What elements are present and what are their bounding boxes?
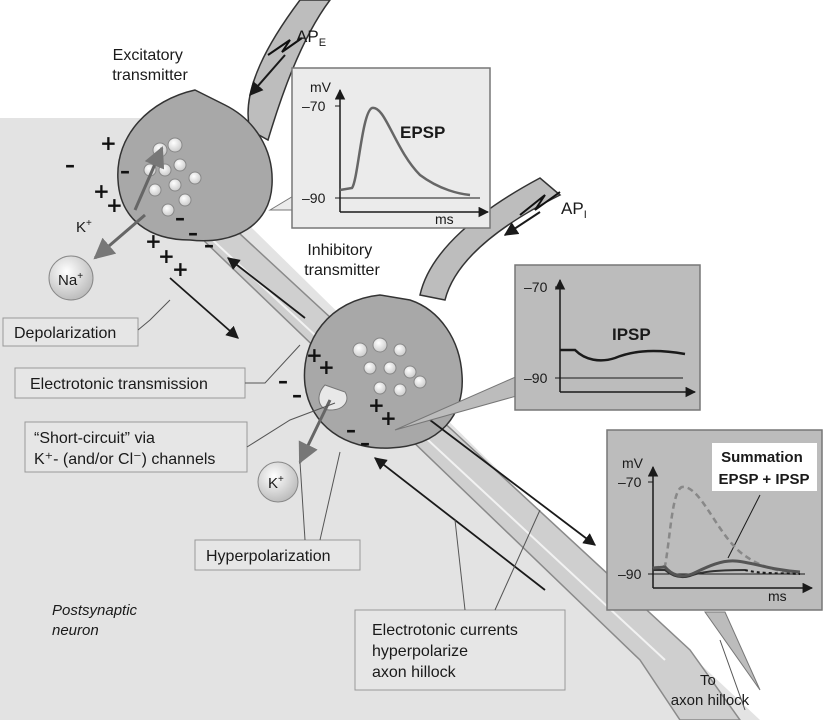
summation-y-unit: mV xyxy=(622,455,643,471)
inhibitory-transmitter-label: Inhibitory transmitter xyxy=(304,242,380,279)
svg-text:Electrotonic currents hy: Electrotonic currents hyperpolarize axon hillock xyxy=(372,622,518,681)
excitatory-transmitter-label: Excitatory transmitter xyxy=(112,47,188,84)
svg-text:+: + xyxy=(380,406,397,430)
svg-text:+: + xyxy=(93,179,110,203)
svg-text:+: + xyxy=(100,131,117,155)
epsp-title: EPSP xyxy=(400,123,446,142)
svg-text:–: – xyxy=(120,159,130,183)
svg-text:–: – xyxy=(175,206,185,230)
short-circuit-line-1: “Short-circuit” via xyxy=(34,430,155,447)
svg-text:+: + xyxy=(106,193,123,217)
svg-text:Depolarization: Depolarization xyxy=(14,325,117,342)
hyperpolarization-box xyxy=(195,540,360,570)
to-axon-hillock-label: To axon hillock xyxy=(670,672,750,709)
epsp-tick-90: –90 xyxy=(302,190,326,206)
svg-text:+: + xyxy=(145,229,162,253)
summation-tick-90: –90 xyxy=(618,566,642,582)
depolarization-box xyxy=(3,318,138,346)
ipsp-tick-70: –70 xyxy=(524,279,548,295)
ipsp-title: IPSP xyxy=(612,325,651,344)
epsp-y-unit: mV xyxy=(310,79,331,95)
electrotonic-currents-box xyxy=(355,610,565,690)
svg-text:–: – xyxy=(65,153,75,177)
short-circuit-line-2: K⁺- (and/or Cl⁻) channels xyxy=(34,451,216,468)
svg-text:–: – xyxy=(188,221,198,245)
ipsp-tick-90: –90 xyxy=(524,370,548,386)
epsp-graph xyxy=(270,68,490,228)
ap-e-label: $AP_E$ xyxy=(296,27,327,49)
svg-text:–: – xyxy=(360,431,370,455)
summation-title: Summation EPSP + IPSP xyxy=(718,449,810,488)
svg-text:+: + xyxy=(158,244,175,268)
summation-tick-70: –70 xyxy=(618,474,642,490)
k-label-bottom: K+ xyxy=(268,474,284,492)
svg-text:–: – xyxy=(346,418,356,442)
svg-text:–: – xyxy=(292,383,302,407)
epsp-tick-70: –70 xyxy=(302,98,326,114)
summation-x-unit: ms xyxy=(768,588,787,604)
svg-text:Hyperpolarization: Hyperpolarization xyxy=(206,548,331,565)
svg-text:+: + xyxy=(318,355,335,379)
postsynaptic-neuron-label: Postsynaptic neuron xyxy=(52,602,138,639)
svg-text:+: + xyxy=(368,393,385,417)
k-label-top: K+ xyxy=(76,218,92,236)
svg-text:Electrotonic transmission: Electrotonic transmission xyxy=(30,376,208,393)
svg-text:–: – xyxy=(278,369,288,393)
ap-i-label: $AP_I$ xyxy=(561,199,587,221)
electrotonic-transmission-box xyxy=(15,368,245,398)
epsp-x-unit: ms xyxy=(435,211,454,227)
svg-text:–: – xyxy=(204,233,214,257)
na-label: Na+ xyxy=(58,271,84,289)
svg-text:+: + xyxy=(306,343,323,367)
svg-text:+: + xyxy=(172,257,189,281)
